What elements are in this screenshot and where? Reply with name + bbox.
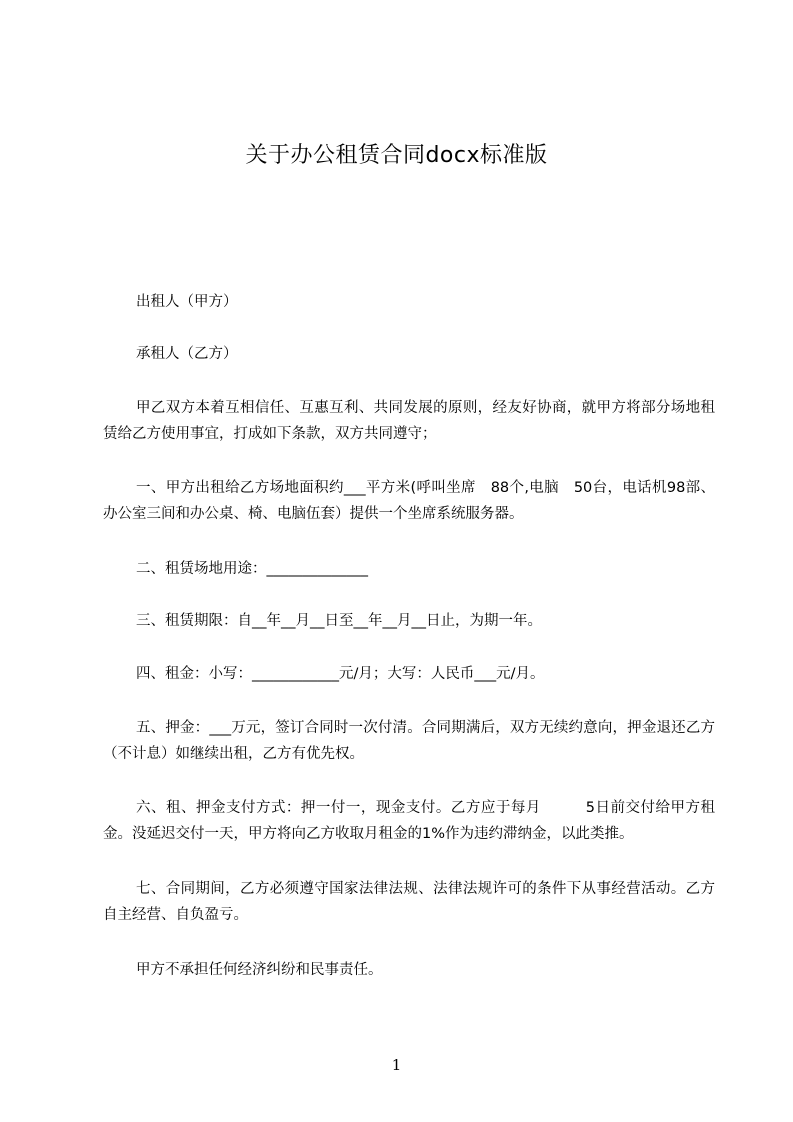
paragraph-clause-7: 七、合同期间，乙方必须遵守国家法律法规、法律法规许可的条件下从事经营活动。乙方自主经营、自负盈亏。: [103, 881, 715, 923]
paragraph-preamble: 甲乙双方本着互相信任、互惠互利、共同发展的原则，经友好协商，就甲方将部分场地租赁给乙方使用事宜，打成如下条款，双方共同遵守；: [103, 400, 715, 442]
paragraph-lessee: 承租人（乙方）: [136, 346, 238, 362]
page-number: 1: [391, 1056, 402, 1074]
paragraph-disclaimer: 甲方不承担任何经济纠纷和民事责任。: [136, 962, 383, 978]
paragraph-clause-5: 五、押金：___万元，签订合同时一次付清。合同期满后，双方无续约意向，押金退还乙方（不计息）如继续出租，乙方有优先权。: [103, 720, 715, 762]
paragraph-clause-6: 六、租、押金支付方式：押一付一，现金支付。乙方应于每月 5日前交付给甲方租金。没延迟交付一天，甲方将向乙方收取月租金的1%作为违约滞纳金，以此类推。: [103, 800, 715, 842]
paragraph-clause-4: 四、租金：小写：____________元/月；大写：人民币___元/月。: [136, 666, 545, 682]
document-title: 关于办公租赁合同docx标准版: [245, 143, 548, 168]
paragraph-clause-1: 一、甲方出租给乙方场地面积约___平方米(呼叫坐席 88个,电脑 50台，电话机98部、办公室三间和办公桌、椅、电脑伍套）提供一个坐席系统服务器。: [103, 480, 715, 522]
paragraph-lessor: 出租人（甲方）: [136, 294, 238, 310]
paragraph-clause-2: 二、租赁场地用途：______________: [136, 561, 368, 577]
paragraph-clause-3: 三、租赁期限：自__年__月__日至__年__月__日止，为期一年。: [136, 613, 542, 629]
